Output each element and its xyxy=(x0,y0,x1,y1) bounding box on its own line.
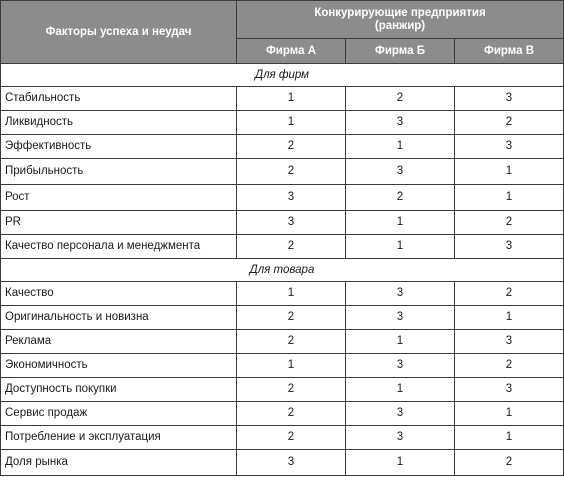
table-row xyxy=(1,402,564,426)
table-row xyxy=(1,159,564,185)
rank-firm-c: 3 xyxy=(455,235,564,259)
table-row xyxy=(1,211,564,235)
rank-firm-c: 3 xyxy=(455,87,564,111)
firm-b-header: Фирма Б xyxy=(346,39,455,64)
rank-firm-a: 3 xyxy=(237,450,346,476)
rank-firm-c: 1 xyxy=(455,402,564,426)
rank-firm-b: 3 xyxy=(346,354,455,378)
row-label: Рост xyxy=(1,185,237,211)
rank-firm-c: 2 xyxy=(455,354,564,378)
competitors-group-subtitle: (ранжир) xyxy=(374,19,426,32)
competitors-group-header xyxy=(237,1,564,39)
row-label: Доступность покупки xyxy=(1,378,237,402)
rank-firm-c: 1 xyxy=(455,185,564,211)
section-title-firms: Для фирм xyxy=(1,64,564,87)
rank-firm-c: 1 xyxy=(455,426,564,450)
table-row xyxy=(1,306,564,330)
rank-firm-a: 1 xyxy=(237,111,346,135)
row-label: Стабильность xyxy=(1,87,237,111)
firm-c-header: Фирма В xyxy=(455,39,564,64)
table-row xyxy=(1,135,564,159)
rank-firm-a: 2 xyxy=(237,402,346,426)
rank-firm-a: 2 xyxy=(237,135,346,159)
rank-firm-b: 1 xyxy=(346,378,455,402)
row-label: Сервис продаж xyxy=(1,402,237,426)
rank-firm-b: 3 xyxy=(346,111,455,135)
rank-firm-b: 2 xyxy=(346,185,455,211)
table-row xyxy=(1,235,564,259)
rank-firm-a: 2 xyxy=(237,159,346,185)
table-row xyxy=(1,450,564,476)
rank-firm-b: 1 xyxy=(346,135,455,159)
rank-firm-b: 1 xyxy=(346,330,455,354)
rank-firm-b: 3 xyxy=(346,426,455,450)
rank-firm-b: 1 xyxy=(346,235,455,259)
rank-firm-c: 2 xyxy=(455,211,564,235)
rank-firm-a: 3 xyxy=(237,211,346,235)
rank-firm-a: 2 xyxy=(237,235,346,259)
rank-firm-a: 1 xyxy=(237,282,346,306)
row-label: Прибыльность xyxy=(1,159,237,185)
rank-firm-a: 2 xyxy=(237,426,346,450)
section-title-products: Для товара xyxy=(1,259,564,282)
rank-firm-b: 3 xyxy=(346,402,455,426)
rank-firm-c: 3 xyxy=(455,135,564,159)
rank-firm-a: 2 xyxy=(237,330,346,354)
firm-a-header: Фирма А xyxy=(237,39,346,64)
rank-firm-b: 1 xyxy=(346,450,455,476)
row-label: Оригинальность и новизна xyxy=(1,306,237,330)
rank-firm-c: 1 xyxy=(455,159,564,185)
table-row xyxy=(1,354,564,378)
row-label: Доля рынка xyxy=(1,450,237,476)
rank-firm-a: 1 xyxy=(237,87,346,111)
row-label: Ликвидность xyxy=(1,111,237,135)
table-row xyxy=(1,330,564,354)
rank-firm-c: 1 xyxy=(455,306,564,330)
rank-firm-b: 3 xyxy=(346,159,455,185)
row-label: Экономичность xyxy=(1,354,237,378)
table-row xyxy=(1,111,564,135)
rank-firm-c: 2 xyxy=(455,450,564,476)
table-row xyxy=(1,185,564,211)
rank-firm-b: 3 xyxy=(346,282,455,306)
row-label: Качество персонала и менеджмента xyxy=(1,235,237,259)
rank-firm-a: 1 xyxy=(237,354,346,378)
row-label: PR xyxy=(1,211,237,235)
factors-header: Факторы успеха и неудач xyxy=(1,1,237,64)
row-label: Реклама xyxy=(1,330,237,354)
rank-firm-b: 1 xyxy=(346,211,455,235)
rank-firm-c: 3 xyxy=(455,330,564,354)
row-label: Потребление и эксплуатация xyxy=(1,426,237,450)
rank-firm-b: 3 xyxy=(346,306,455,330)
rank-firm-c: 3 xyxy=(455,378,564,402)
table-row xyxy=(1,87,564,111)
row-label: Качество xyxy=(1,282,237,306)
rank-firm-a: 2 xyxy=(237,306,346,330)
table-row xyxy=(1,426,564,450)
rank-firm-c: 2 xyxy=(455,282,564,306)
rank-firm-b: 2 xyxy=(346,87,455,111)
rank-firm-a: 2 xyxy=(237,378,346,402)
table-row xyxy=(1,378,564,402)
rank-firm-c: 2 xyxy=(455,111,564,135)
competitors-group-title: Конкурирующие предприятия xyxy=(314,6,486,19)
row-label: Эффективность xyxy=(1,135,237,159)
rank-firm-a: 3 xyxy=(237,185,346,211)
table-row xyxy=(1,282,564,306)
